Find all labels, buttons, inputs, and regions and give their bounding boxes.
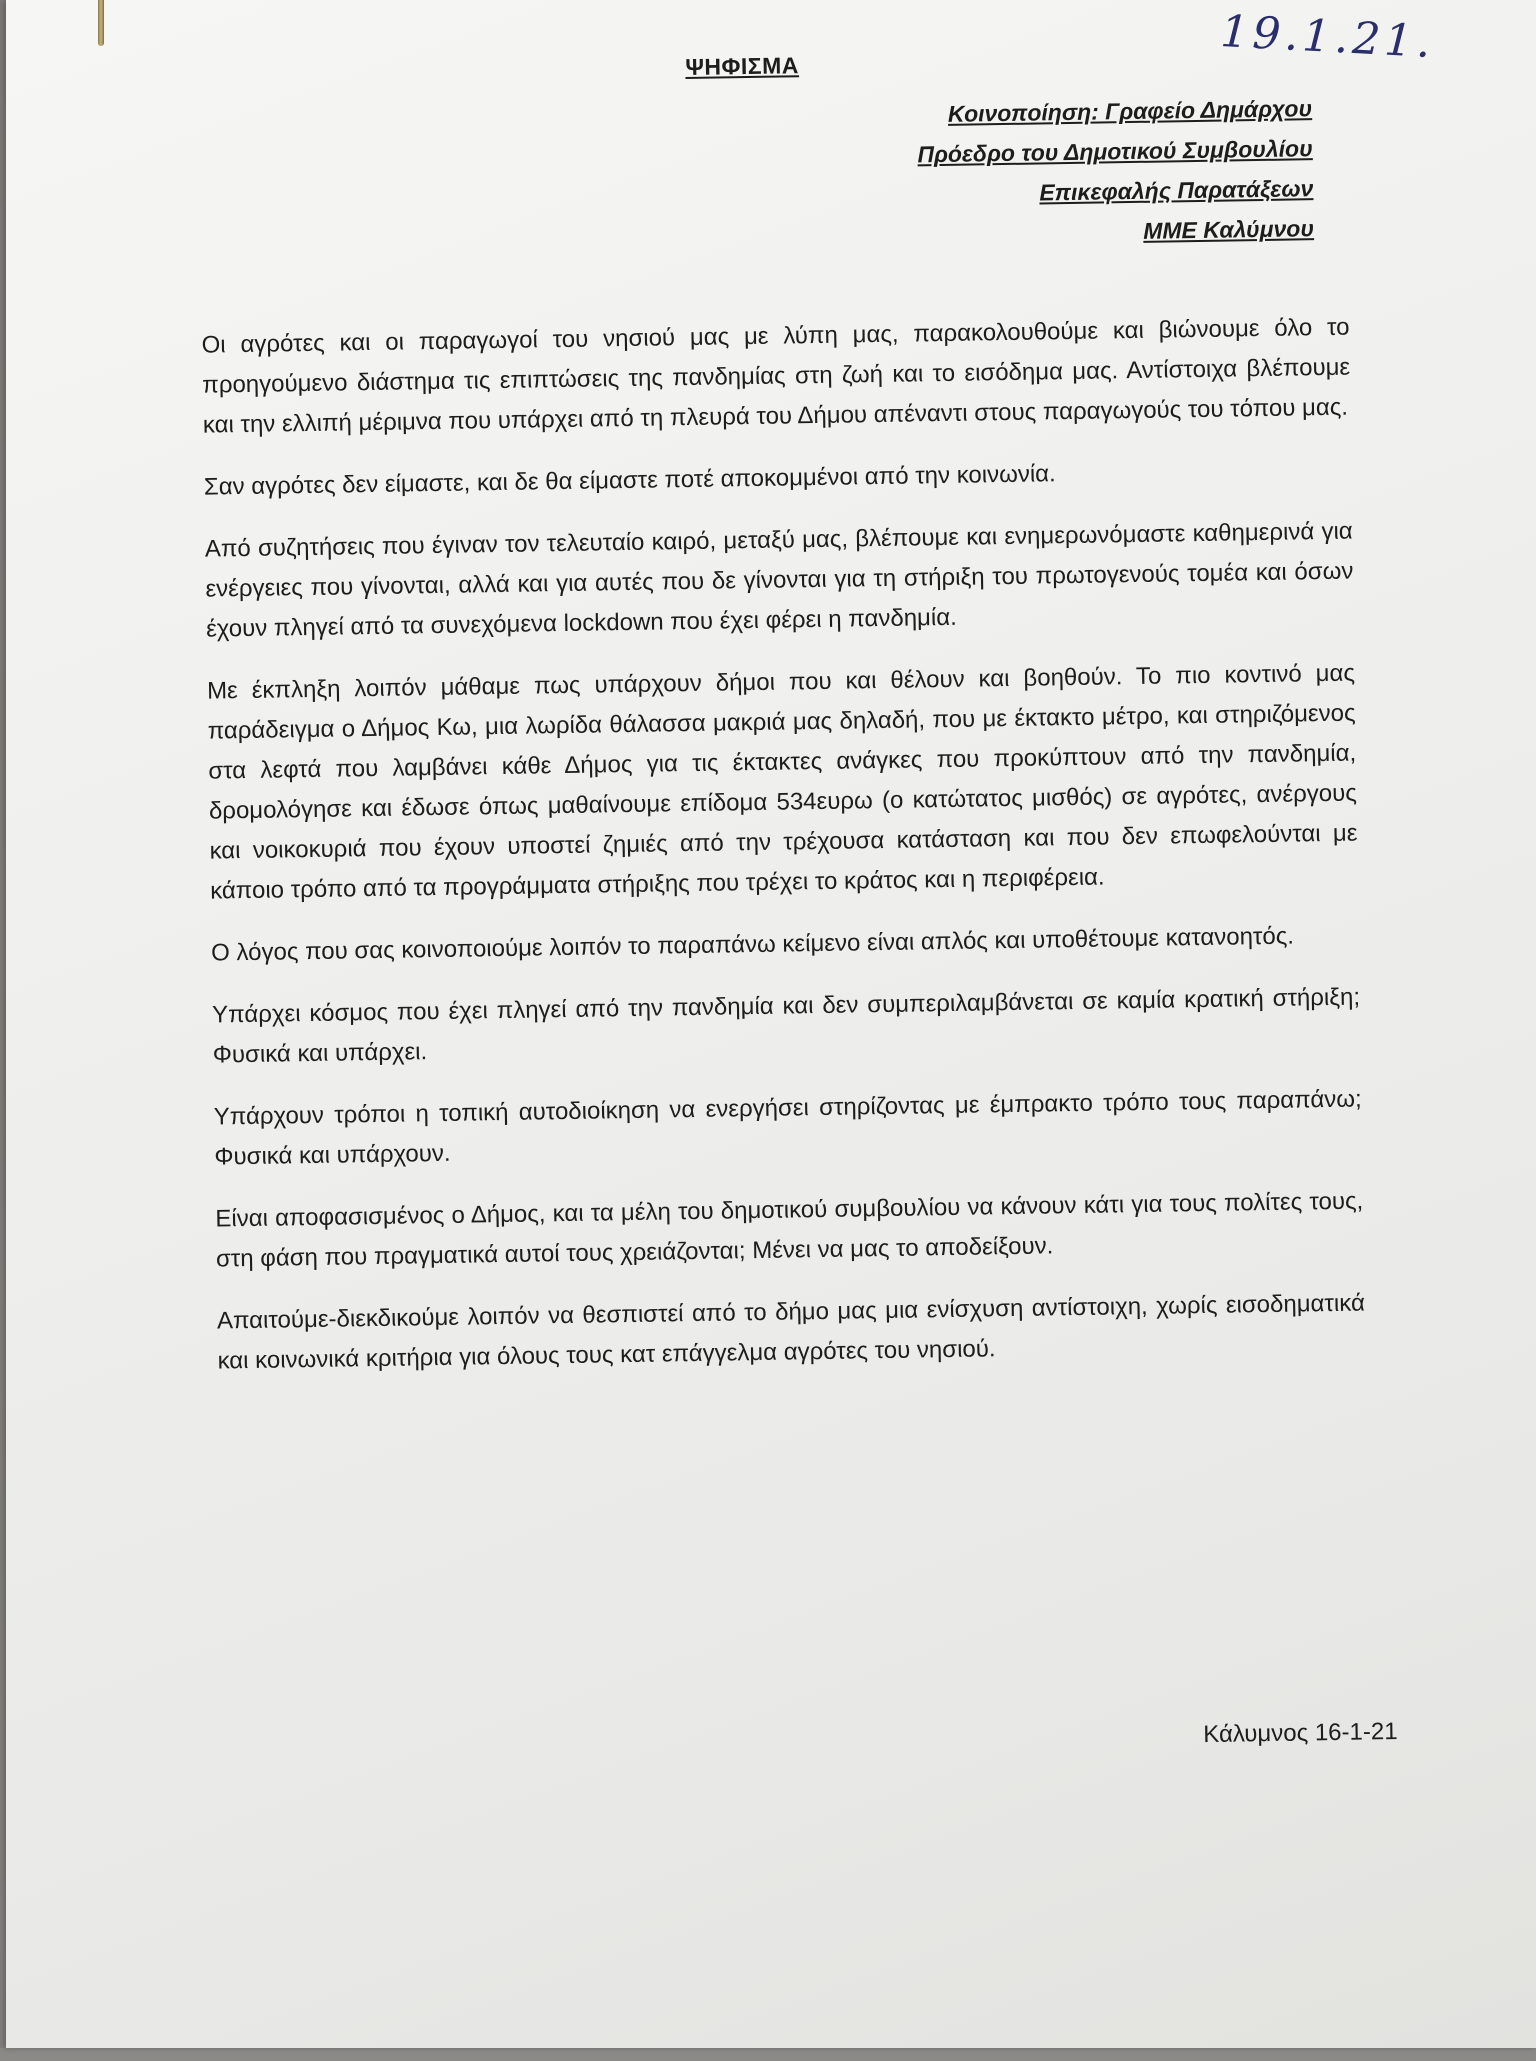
handwritten-date: 19.1.21. <box>1219 6 1436 69</box>
paragraph: Από συζητήσεις που έγιναν τον τελευταίο καιρό, μεταξύ μας, βλέπουμε και ενημερωνόμαστε καθημερινά για ενέργειες που γίνονται, αλλά και για αυτές που δε γίνονται για τη στήριξη του πρωτογενούς τομέα και όσων έχουν πληγεί από τα συνεχόμενα lockdown που έχει φέρει η πανδημία. <box>204 517 1354 643</box>
paragraph: Απαιτούμε-διεκδικούμε λοιπόν να θεσπιστεί από το δήμο μας μια ενίσχυση αντίστοιχη, χωρίς εισοδηματικά και κοινωνικά κριτήρια για όλους τους κατ επάγγελμα αγρότες του νησιού. <box>216 1289 1366 1375</box>
paragraph: Με έκπληξη λοιπόν μάθαμε πως υπάρχουν δήμοι που και θέλουν και βοηθούν. Το πιο κοντινό μας παράδειγμα ο Δήμος Κω, μια λωρίδα θάλασσα μακριά μας δηλαδή, που με έκτακτο μέτρο, και στηριζόμενος στα λεφτά που λαμβάνει κάθε Δήμος για τις έκτακτες ανάγκες που προκύπτουν από την πανδημία, δρομολόγησε και έδωσε όπως μαθαίνουμε επίδομα 534ευρω (ο κατώτατος μισθός) σε αγρότες, ανέργους και νοικοκυριά που έχουν υποστεί ζημιές από την τρέχουσα κατάσταση και που δεν επωφελούνται με κάποιο τρόπο από τα προγράμματα στήριξης που τρέχει το κράτος και η περιφέρεια. <box>206 659 1358 905</box>
notification-line: ΜΜΕ Καλύμνου <box>1143 215 1315 244</box>
paragraph: Οι αγρότες και οι παραγωγοί του νησιού μας με λύπη μας, παρακολουθούμε και βιώνουμε όλο το προηγούμενο διάστημα τις επιπτώσεις της πανδημίας στη ζωή και το εισόδημα μας. Αντίστοιχα βλέπουμε και την ελλιπή μέριμνα που υπάρχει από τη πλευρά του Δήμου απέναντι στους παραγωγούς του τόπου μας. <box>201 313 1351 439</box>
place-date-signature: Κάλυμνος 16-1-21 <box>1203 1718 1398 1749</box>
notification-block <box>917 88 1315 254</box>
document-body <box>201 308 1366 1404</box>
notification-line: Επικεφαλής Παρατάξεων <box>1039 175 1314 206</box>
document-title: ΨΗΦΙΣΜΑ <box>685 52 800 80</box>
paragraph: Σαν αγρότες δεν είμαστε, και δε θα είμαστε ποτέ αποκομμένοι από την κοινωνία. <box>203 460 1056 501</box>
notification-line: Πρόεδρο του Δημοτικού Συμβουλίου <box>917 135 1313 168</box>
notification-line: Κοινοποίηση: Γραφείο Δημάρχου <box>947 95 1313 127</box>
paragraph: Υπάρχει κόσμος που έχει πληγεί από την πανδημία και δεν συμπεριλαμβάνεται σε καμία κρατική στήριξη; Φυσικά και υπάρχει. <box>211 983 1361 1069</box>
paragraph: Είναι αποφασισμένος ο Δήμος, και τα μέλη του δημοτικού συμβουλίου να κάνουν κάτι για τους πολίτες τους, στη φάση που πραγματικά αυτοί τους χρειάζονται; Μένει να μας το αποδείξουν. <box>215 1187 1364 1273</box>
paragraph: Ο λόγος που σας κοινοποιούμε λοιπόν το παραπάνω κείμενο είναι απλός και υποθέτουμε κατανοητός. <box>210 922 1295 967</box>
paragraph: Υπάρχουν τρόποι η τοπική αυτοδιοίκηση να ενεργήσει στηρίζοντας με έμπρακτο τρόπο τους παραπάνω; Φυσικά και υπάρχουν. <box>213 1085 1362 1171</box>
